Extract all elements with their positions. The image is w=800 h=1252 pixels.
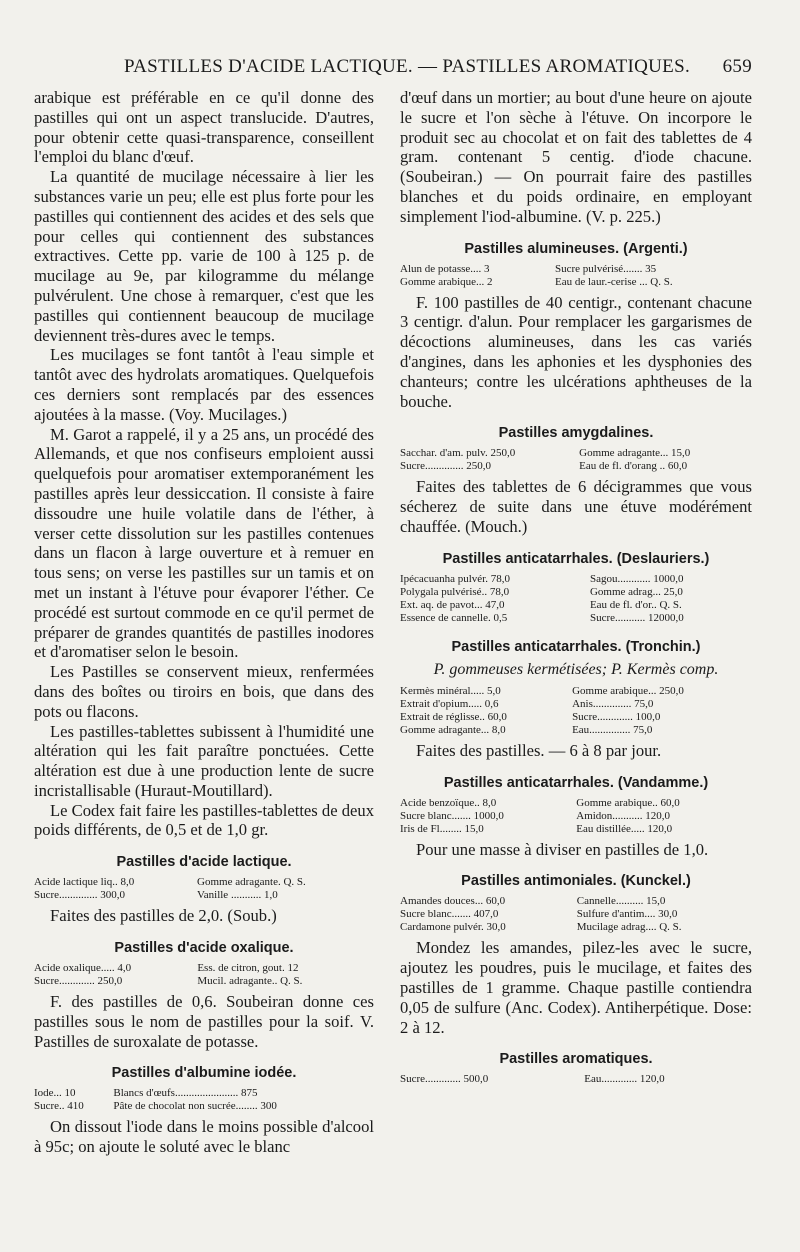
table-cell: Cardamone pulvér. 30,0 (400, 921, 506, 934)
paragraph: arabique est préférable en ce qu'il donne des pastilles qui ont un aspect translucide. D'autres, pour obtenir cette quasi-transparence, conseillent l'emploi du blanc d'œuf. (34, 88, 374, 167)
table-cell: Alun de potasse.... 3 (400, 262, 490, 275)
table-cell: Eau de fl. d'orang .. 60,0 (579, 460, 688, 473)
table-row (400, 276, 752, 289)
table-cell: Gomme adrag... 25,0 (589, 585, 683, 598)
recipe-note: F. des pastilles de 0,6. Soubeiran donne ces pastilles sous le nom de pastilles pour la soif. V. Pastilles de suroxalate de potasse. (34, 992, 374, 1051)
table-cell: Sucre............. 500,0 (400, 1073, 489, 1086)
table-cell: Sucre pulvérisé....... 35 (555, 262, 657, 275)
table-row (400, 612, 752, 625)
page-number: 659 (722, 56, 752, 77)
table-row (400, 685, 752, 698)
table-row (400, 724, 752, 737)
table-row (34, 975, 374, 988)
table-row (400, 711, 752, 724)
table-cell: Eau............... 75,0 (572, 723, 653, 736)
table-cell: Polygala pulvérisé.. 78,0 (400, 585, 510, 598)
section-heading: Pastilles anticatarrhales. (Vandamme.) (443, 774, 709, 791)
table-cell: Iris de Fl........ 15,0 (400, 822, 484, 835)
table-cell: Cannelle.......... 15,0 (576, 895, 666, 908)
recipe-note: Faites des pastilles. — 6 à 8 par jour. (416, 740, 662, 760)
table-row (34, 876, 374, 889)
paragraph: Les mucilages se font tantôt à l'eau simple et tantôt avec des hydrolats aromatiques. Quelquefois ces derniers sont remplacés par des essences ajoutées à la masse. (Voy. Mucilages.) (34, 345, 374, 424)
table-cell: Sucre............. 100,0 (572, 710, 661, 723)
table-cell: Mucil. adragante.. Q. S. (197, 975, 303, 988)
table-row (400, 1073, 752, 1086)
paragraph: Le Codex fait faire les pastilles-tablettes de deux poids différents, de 0,5 et de 1,0 gr. (34, 800, 374, 840)
section-heading: Pastilles d'acide lactique. (116, 854, 292, 871)
table-cell: Acide oxalique..... 4,0 (34, 962, 132, 975)
recipe-table (400, 685, 752, 737)
table-cell: Sucre........... 12000,0 (589, 611, 684, 624)
table-cell: Gomme adragante. Q. S. (197, 876, 306, 889)
table-row (400, 908, 752, 921)
right-column (400, 88, 752, 1090)
table-cell: Acide benzoïque.. 8,0 (400, 796, 497, 809)
section-subtitle: P. gommeuses kermétisées; P. Kermès comp. (433, 660, 719, 678)
table-row (400, 599, 752, 612)
paragraph: M. Garot a rappelé, il y a 25 ans, un procédé des Allemands, et que nos confiseurs emploient aussi quelquefois pour aromatiser extemporanément les pastilles après leur dessiccation. Il consiste à faire dissoudre une huile volatile dans de l'éther, à verser cette dissolution sur les pastilles contenues dans un flacon à large ouverture et à remuer en tous sens; on verse les pastilles sur un tamis et on met un instant à l'étuve pour évaporer l'éther. Ce procédé est surtout commode en ce qu'il permet de préparer de grandes quantités de pastilles inodores et d'aromatiser selon le besoin. (34, 424, 374, 662)
recipe-table (34, 962, 374, 988)
table-row (400, 698, 752, 711)
table-cell: Acide lactique liq.. 8,0 (34, 876, 135, 889)
table-row (400, 447, 752, 460)
table-cell: Essence de cannelle. 0,5 (400, 611, 508, 624)
recipe-note: On dissout l'iode dans le moins possible d'alcool à 95c; on ajoute le soluté avec le blanc (34, 1117, 374, 1157)
section-heading: Pastilles amygdalines. (498, 425, 654, 442)
table-cell: Kermès minéral..... 5,0 (400, 684, 501, 697)
table-cell: Sucre.............. 300,0 (34, 889, 126, 902)
recipe-table (34, 1087, 374, 1113)
table-cell: Extrait de réglisse.. 60,0 (400, 710, 507, 723)
table-row (400, 810, 752, 823)
recipe-table (400, 1073, 752, 1086)
recipe-table (400, 895, 752, 934)
table-cell: Ipécacuanha pulvér. 78,0 (400, 572, 510, 585)
table-cell: Sulfure d'antim.... 30,0 (576, 908, 678, 921)
table-cell: Sagou............ 1000,0 (589, 572, 684, 585)
table-cell: Sucre blanc....... 407,0 (400, 908, 499, 921)
table-row (400, 823, 752, 836)
recipe-note: F. 100 pastilles de 40 centigr., contenant chacune 3 centigr. d'alun. Pour remplacer les gargarismes de décoctions alumineuses, dans les cas variés d'angines, dans les aphonies et les dysphonies des chanteurs; contre les ulcérations aphtheuses de la bouche. (400, 292, 752, 411)
table-row (400, 573, 752, 586)
table-cell: Sucre.............. 250,0 (400, 460, 492, 473)
recipe-note: Mondez les amandes, pilez-les avec le sucre, ajoutez les poudres, puis le mucilage, et faites des pastilles de 1 gramme. Chaque pastille contiendra 0,05 de sulfure (Anc. Codex). Antiherpétique. Dose: 2 à 12. (400, 938, 752, 1037)
paragraph: Les Pastilles se conservent mieux, renfermées dans des boîtes ou tiroirs en bois, que dans des pots ou flacons. (34, 662, 374, 721)
table-cell: Sacchar. d'am. pulv. 250,0 (400, 447, 516, 460)
recipe-table (400, 447, 752, 473)
table-cell: Blancs d'œufs....................... 875 (113, 1087, 258, 1100)
section-heading: Pastilles aromatiques. (499, 1051, 653, 1068)
table-row (34, 962, 374, 975)
table-cell: Amidon........... 120,0 (576, 809, 671, 822)
table-cell: Ext. aq. de pavot... 47,0 (400, 598, 505, 611)
paragraph: La quantité de mucilage nécessaire à lier les substances varie un peu; elle est plus forte pour les pastilles qui contiennent des acides et des sels que pour celles qui contiennent des substances extractives. Cette pp. varie de 100 à 125 p. de mucilage au 9e, par kilogramme du mélange pulvérulent. Une chose à remarquer, c'est que les pastilles qui contiennent beaucoup de mucilage deviennent très-dures avec le temps. (34, 167, 374, 345)
table-row (400, 263, 752, 276)
table-cell: Sucre blanc....... 1000,0 (400, 809, 504, 822)
table-cell: Gomme adragante... 8,0 (400, 723, 506, 736)
recipe-table (400, 573, 752, 625)
table-row (400, 586, 752, 599)
section-heading: Pastilles anticatarrhales. (Tronchin.) (451, 638, 701, 655)
table-cell: Gomme arabique... 250,0 (572, 684, 684, 697)
table-cell: Iode... 10 (34, 1087, 76, 1100)
section-heading: Pastilles anticatarrhales. (Deslauriers.) (442, 550, 710, 567)
recipe-table (34, 876, 374, 902)
section-heading: Pastilles antimoniales. (Kunckel.) (461, 873, 691, 890)
table-cell: Ess. de citron, gout. 12 (197, 962, 299, 975)
header-title: PASTILLES D'ACIDE LACTIQUE. — PASTILLES AROMATIQUES. (124, 56, 691, 77)
table-row (400, 797, 752, 810)
table-cell: Extrait d'opium..... 0,6 (400, 697, 499, 710)
section-heading: Pastilles alumineuses. (Argenti.) (464, 240, 688, 257)
table-row (34, 889, 374, 902)
table-cell: Eau distillée..... 120,0 (576, 822, 673, 835)
table-row (400, 921, 752, 934)
table-cell: Gomme arabique.. 60,0 (576, 796, 680, 809)
table-cell: Eau de fl. d'or.. Q. S. (589, 598, 682, 611)
paragraph: d'œuf dans un mortier; au bout d'une heure on ajoute le sucre et l'on sèche à l'étuve. On incorpore le produit sec au chocolat et on fait des tablettes de 4 gram. contenant 5 centig. d'iode chacune. (Soubeiran.) — On pourrait faire des pastilles blanches et du poids ordinaire, en employant simplement l'iod-albumine. (V. p. 225.) (400, 88, 752, 226)
running-header (32, 56, 752, 82)
table-row (400, 460, 752, 473)
table-cell: Vanille ........... 1,0 (197, 889, 278, 902)
recipe-note: Pour une masse à diviser en pastilles de 1,0. (416, 839, 709, 859)
recipe-table (400, 263, 752, 289)
section-heading: Pastilles d'albumine iodée. (111, 1065, 297, 1082)
table-row (34, 1100, 374, 1113)
table-cell: Sucre.. 410 (34, 1100, 84, 1113)
recipe-note: Faites des tablettes de 6 décigrammes que vous sécherez de suite dans une étuve modérément chauffée. (Mouch.) (400, 477, 752, 536)
table-cell: Eau de laur.-cerise ... Q. S. (555, 275, 673, 288)
left-column (34, 88, 374, 1157)
table-cell: Mucilage adrag.... Q. S. (576, 921, 682, 934)
table-cell: Pâte de chocolat non sucrée........ 300 (113, 1100, 277, 1113)
recipe-table (400, 797, 752, 836)
table-cell: Gomme adragante... 15,0 (579, 447, 691, 460)
paragraph: Les pastilles-tablettes subissent à l'humidité une altération qui les fait paraître ponctuées. Cette altération est due à une production lente de sucre incristallisable (Huraut-Moutillard). (34, 721, 374, 800)
table-cell: Eau............. 120,0 (584, 1073, 665, 1086)
table-row (34, 1087, 374, 1100)
table-cell: Gomme arabique... 2 (400, 275, 493, 288)
section-heading: Pastilles d'acide oxalique. (114, 940, 294, 957)
table-cell: Sucre............. 250,0 (34, 975, 123, 988)
table-row (400, 895, 752, 908)
table-cell: Amandes douces... 60,0 (400, 895, 506, 908)
table-cell: Anis.............. 75,0 (572, 697, 654, 710)
recipe-note: Faites des pastilles de 2,0. (Soub.) (50, 906, 277, 926)
